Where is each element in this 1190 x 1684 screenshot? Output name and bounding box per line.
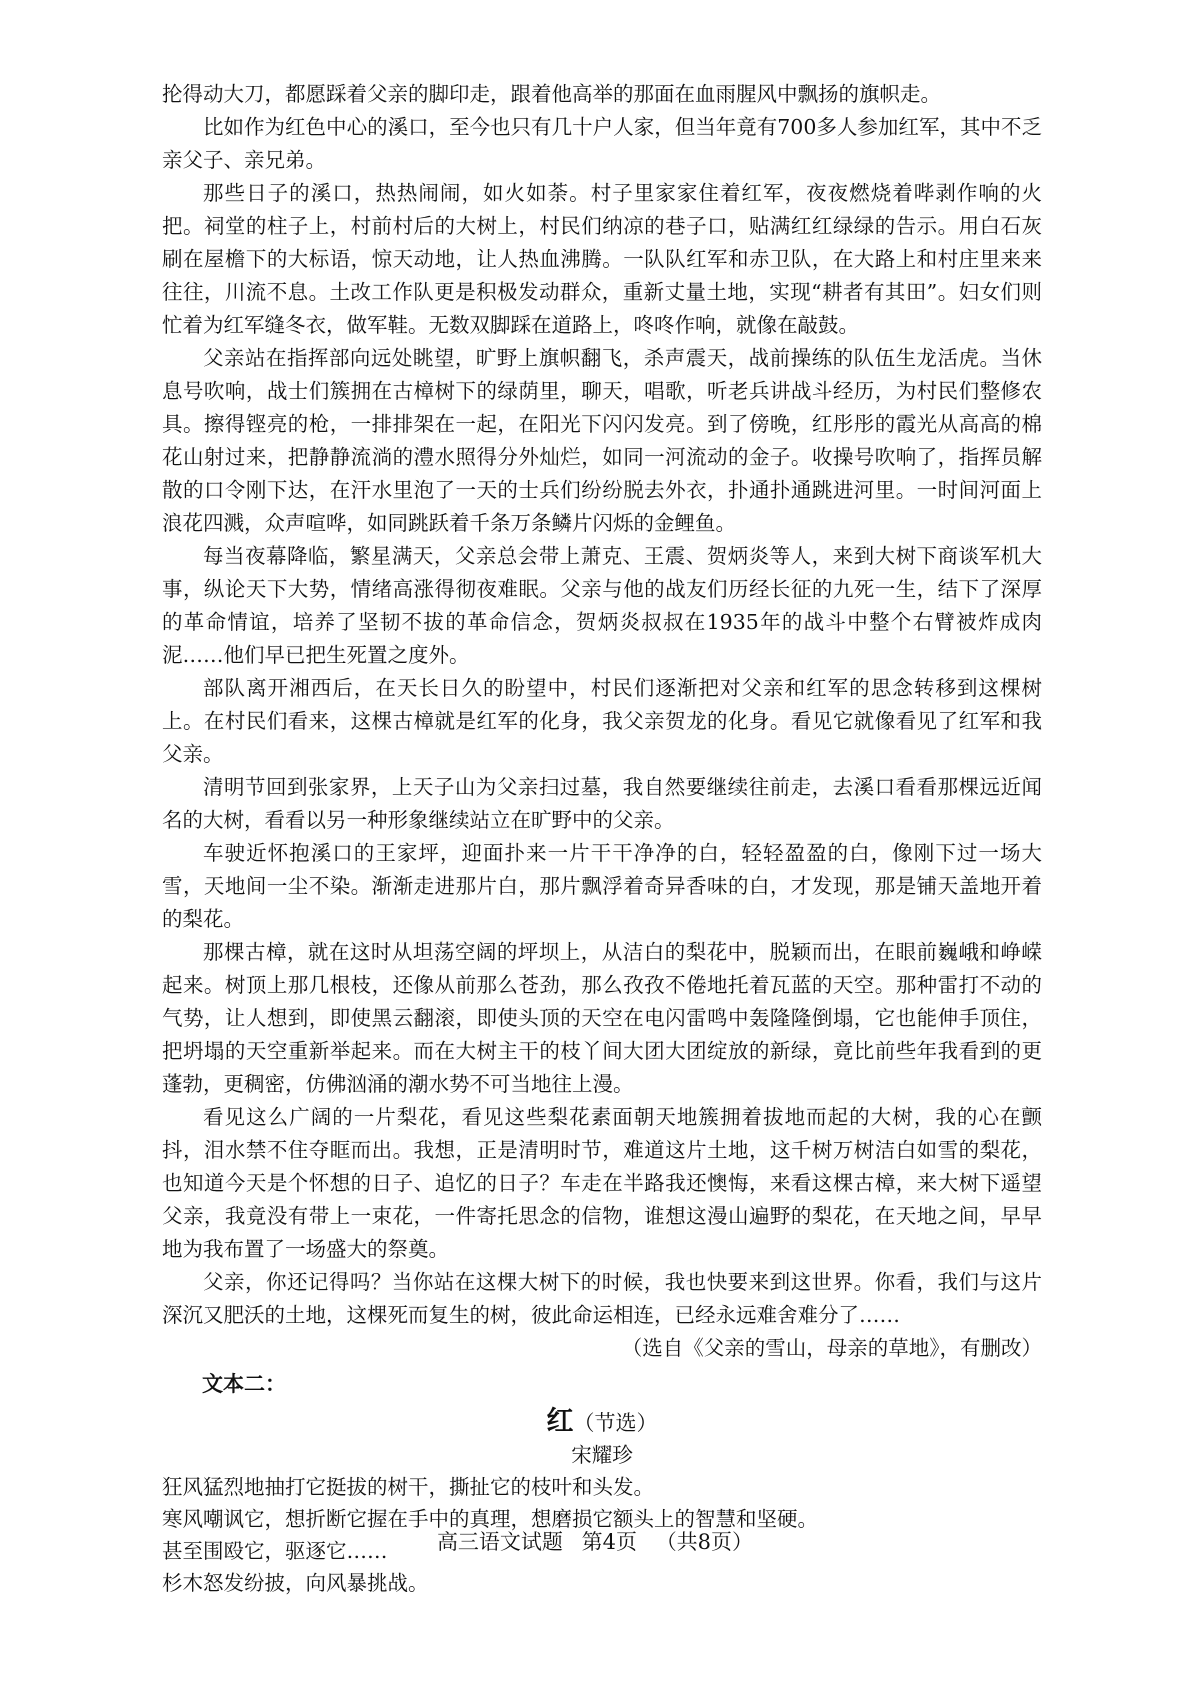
section-two-label: 文本二：: [202, 1371, 286, 1396]
poem-line-2: 寒风嘲讽它，想折断它握在手中的真理，想磨损它额头上的智慧和坚硬。: [162, 1507, 818, 1531]
paragraph-5: 每当夜幕降临，繁星满天，父亲总会带上萧克、王震、贺炳炎等人，来到大树下商谈军机大事，纵论天下大势，情绪高涨得彻夜难眠。父亲与他的战友们历经长征的九死一生，结下了深厚的革命情谊，培养了坚韧不拔的革命信念，贺炳炎叔叔在1935年的战斗中整个右臂被炸成肉泥……他们早已把生死置之度外。: [162, 544, 1042, 667]
poem-line-4: 杉木怒发纷披，向风暴挑战。: [162, 1571, 429, 1595]
source-citation: （选自《父亲的雪山，母亲的草地》，有删改）: [621, 1336, 1042, 1360]
poem-title-main: 红: [546, 1406, 574, 1437]
paragraph-9: 那棵古樟，就在这时从坦荡空阔的坪坝上，从洁白的梨花中，脱颖而出，在眼前巍峨和峥嵘起来。树顶上那几根枝，还像从前那么苍劲，那么孜孜不倦地托着瓦蓝的天空。那种雷打不动的气势，让人想到，即使黑云翻滚，即使头顶的天空在电闪雷鸣中轰隆隆倒塌，它也能伸手顶住，把坍塌的天空重新举起来。而在大树主干的枝丫间大团大团绽放的新绿，竟比前些年我看到的更蓬勃，更稠密，仿佛汹涌的潮水势不可当地往上漫。: [162, 940, 1042, 1096]
paragraph-6: 部队离开湘西后，在天长日久的盼望中，村民们逐渐把对父亲和红军的思念转移到这棵树上。在村民们看来，这棵古樟就是红军的化身，我父亲贺龙的化身。看见它就像看见了红军和我父亲。: [162, 676, 1042, 766]
poem-title: [162, 1405, 1042, 1440]
poem-title-note: （节选）: [573, 1411, 658, 1435]
footer-page-number: 第4页: [581, 1530, 637, 1554]
paragraph-1: 抡得动大刀，都愿踩着父亲的脚印走，跟着他高举的那面在血雨腥风中飘扬的旗帜走。: [162, 82, 941, 106]
footer-exam-name: 高三语文试题: [436, 1530, 563, 1554]
footer-total-pages: （共8页）: [655, 1530, 754, 1554]
paragraph-7: 清明节回到张家界，上天子山为父亲扫过墓，我自然要继续往前走，去溪口看看那棵远近闻名的大树，看看以另一种形象继续站立在旷野中的父亲。: [162, 775, 1042, 832]
poem-author: 宋耀珍: [571, 1443, 633, 1467]
page-footer: [0, 1527, 1190, 1557]
paragraph-8: 车驶近怀抱溪口的王家坪，迎面扑来一片干干净净的白，轻轻盈盈的白，像刚下过一场大雪，天地间一尘不染。渐渐走进那片白，那片飘浮着奇异香味的白，才发现，那是铺天盖地开着的梨花。: [162, 841, 1042, 931]
paragraph-10: 看见这么广阔的一片梨花，看见这些梨花素面朝天地簇拥着拔地而起的大树，我的心在颤抖，泪水禁不住夺眶而出。我想，正是清明时节，难道这片土地，这千树万树洁白如雪的梨花，也知道今天是个怀想的日子、追忆的日子？车走在半路我还懊悔，来看这棵古樟，来大树下遥望父亲，我竟没有带上一束花，一件寄托思念的信物，谁想这漫山遍野的梨花，在天地之间，早早地为我布置了一场盛大的祭奠。: [162, 1105, 1042, 1261]
paragraph-3: 那些日子的溪口，热热闹闹，如火如荼。村子里家家住着红军，夜夜燃烧着哔剥作响的火把。祠堂的柱子上，村前村后的大树上，村民们纳凉的巷子口，贴满红红绿绿的告示。用白石灰刷在屋檐下的大标语，惊天动地，让人热血沸腾。一队队红军和赤卫队，在大路上和村庄里来来往往，川流不息。土改工作队更是积极发动群众，重新丈量土地，实现“耕者有其田”。妇女们则忙着为红军缝冬衣，做军鞋。无数双脚踩在道路上，咚咚作响，就像在敲鼓。: [162, 181, 1042, 337]
poem-line-3: 甚至围殴它，驱逐它……: [162, 1539, 388, 1563]
page-content: [162, 78, 1042, 1599]
paragraph-2: 比如作为红色中心的溪口，至今也只有几十户人家，但当年竟有700多人参加红军，其中不乏亲父子、亲兄弟。: [162, 115, 1042, 172]
paragraph-11: 父亲，你还记得吗？当你站在这棵大树下的时候，我也快要来到这世界。你看，我们与这片深沉又肥沃的土地，这棵死而复生的树，彼此命运相连，已经永远难舍难分了……: [162, 1270, 1042, 1327]
paragraph-4: 父亲站在指挥部向远处眺望，旷野上旗帜翻飞，杀声震天，战前操练的队伍生龙活虎。当休息号吹响，战士们簇拥在古樟树下的绿荫里，聊天，唱歌，听老兵讲战斗经历，为村民们整修农具。擦得铿亮的枪，一排排架在一起，在阳光下闪闪发亮。到了傍晚，红彤彤的霞光从高高的棉花山射过来，把静静流淌的澧水照得分外灿烂，如同一河流动的金子。收操号吹响了，指挥员解散的口令刚下达，在汗水里泡了一天的士兵们纷纷脱去外衣，扑通扑通跳进河里。一时间河面上浪花四溅，众声喧哗，如同跳跃着千条万条鳞片闪烁的金鲤鱼。: [162, 346, 1042, 535]
poem-line-1: 狂风猛烈地抽打它挺拔的树干，撕扯它的枝叶和头发。: [162, 1475, 654, 1499]
